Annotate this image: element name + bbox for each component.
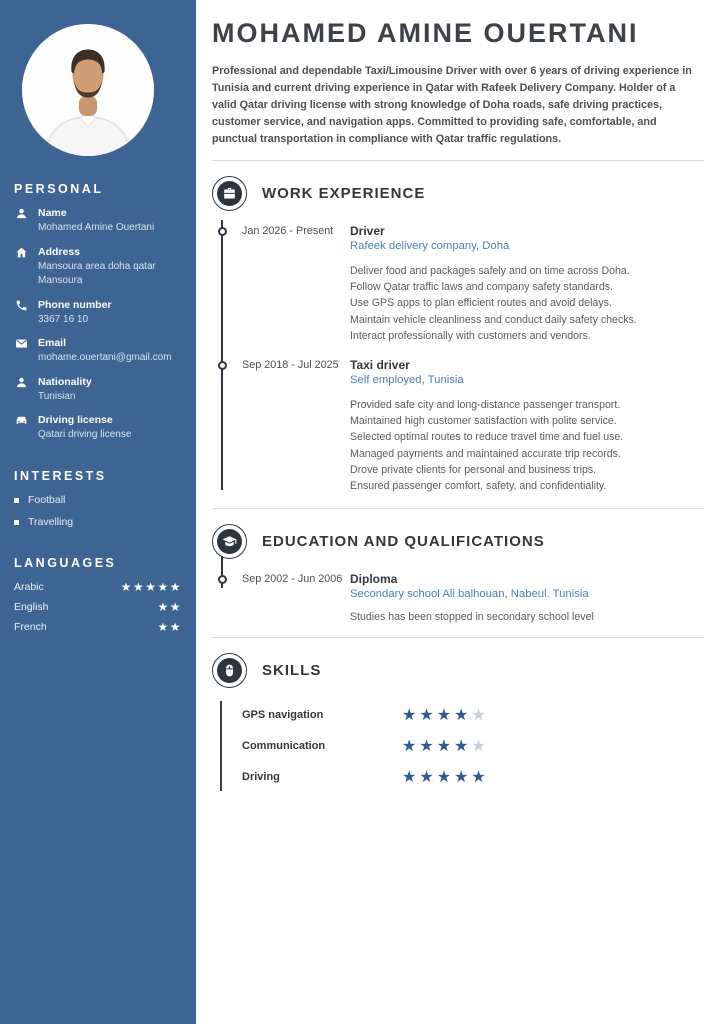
divider — [212, 637, 704, 638]
star-icon: ★ — [402, 769, 420, 787]
personal-items — [0, 206, 196, 443]
personal-item-value: Mansoura area doha qatar — [38, 260, 156, 272]
bullet-line: Provided safe city and long-distance passenger transport. — [350, 399, 621, 412]
timeline-dot-icon — [218, 575, 227, 584]
sidebar-section-languages — [0, 556, 196, 634]
personal-item-text — [38, 206, 154, 236]
timeline-entry — [212, 358, 704, 494]
square-bullet-icon — [14, 520, 19, 525]
personal-item-text — [38, 298, 112, 328]
personal-item — [0, 413, 196, 443]
user-icon — [15, 376, 29, 390]
work-section-title: WORK EXPERIENCE — [262, 185, 426, 202]
language-name: English — [14, 600, 49, 613]
star-icon: ★ — [145, 579, 158, 594]
personal-item-label: Nationality — [38, 375, 92, 388]
work-icon-badge — [212, 176, 247, 211]
briefcase-icon — [217, 181, 242, 206]
interest-label: Football — [28, 493, 66, 506]
work-section-header — [212, 176, 704, 211]
entry-description — [350, 263, 704, 344]
work-timeline — [212, 224, 704, 494]
section-education — [212, 524, 704, 623]
personal-item-text — [38, 375, 92, 405]
personal-item — [0, 245, 196, 289]
personal-item-value: Mansoura — [38, 275, 83, 286]
entry-body — [350, 224, 704, 344]
personal-heading: PERSONAL — [14, 182, 104, 196]
skill-stars — [402, 705, 489, 725]
language-row — [14, 620, 182, 634]
timeline-dot-icon — [218, 227, 227, 236]
entry-dates: Sep 2018 - Jul 2025 — [242, 359, 339, 372]
star-icon: ★ — [436, 707, 455, 725]
user-icon — [15, 207, 29, 221]
profile-summary: Professional and dependable Taxi/Limousine Driver with over 6 years of driving experience in Tunisia and current driving experience in Qatar with Rafeek Delivery Company. Holder of a valid Qatar driving license with strong knowledge of Doha roads, safe driving practices, customer service, and navigation apps. Committed to providing safe, comfortable, and punctual transportation in compliance with Qatar traffic regulations. — [212, 65, 692, 145]
star-icon: ★ — [132, 579, 146, 594]
mail-icon — [15, 337, 29, 351]
bullet-line: Managed payments and maintained accurate trip records. — [350, 447, 621, 460]
language-row — [14, 580, 182, 594]
graduation-cap-icon — [217, 529, 242, 554]
personal-item-value: 3367 16 10 — [38, 313, 89, 325]
interest-item — [14, 493, 182, 508]
skill-stars — [402, 736, 489, 756]
star-icon: ★ — [157, 599, 170, 614]
star-icon: ★ — [454, 707, 472, 725]
language-items — [0, 580, 196, 634]
skill-label: Communication — [242, 740, 326, 753]
personal-item-value: Tunisian — [38, 390, 76, 402]
divider — [212, 160, 704, 161]
entry-role: Driver — [350, 224, 385, 238]
personal-item-value: Mohamed Amine Ouertani — [38, 222, 155, 233]
home-icon — [15, 246, 29, 260]
education-section-header — [212, 524, 704, 559]
language-stars — [121, 580, 182, 594]
personal-item — [0, 336, 196, 366]
bullet-line: Drove private clients for personal and business trips. — [350, 463, 597, 476]
personal-item-label: Name — [38, 207, 67, 219]
bullet-line: Follow Qatar traffic laws and company safety standards. — [350, 281, 614, 294]
star-icon: ★ — [471, 707, 489, 725]
star-icon: ★ — [471, 769, 489, 787]
entry-organization: Secondary school Ali balhouan, Nabeul. Tunisia — [350, 588, 589, 601]
personal-item-label: Phone number — [38, 298, 112, 311]
phone-icon — [15, 299, 29, 313]
sidebar-section-personal — [0, 182, 196, 443]
star-icon: ★ — [436, 738, 455, 756]
bullet-line: Maintain vehicle cleanliness and conduct daily safety checks. — [350, 313, 637, 326]
star-icon: ★ — [169, 619, 182, 634]
sidebar-section-interests — [0, 469, 196, 530]
timeline-entry — [212, 572, 704, 623]
skill-stars — [402, 767, 489, 787]
personal-item — [0, 375, 196, 405]
profile-photo-illustration — [22, 24, 154, 156]
personal-item-value: Qatari driving license — [38, 429, 132, 440]
entry-role: Diploma — [350, 572, 398, 587]
personal-item-label: Driving license — [38, 414, 113, 426]
entry-note: Studies has been stopped in secondary school level — [350, 611, 594, 624]
main-content — [196, 0, 724, 1024]
star-icon: ★ — [436, 769, 455, 787]
section-work-experience — [212, 176, 704, 494]
star-icon: ★ — [169, 599, 182, 614]
section-skills — [212, 653, 704, 791]
star-icon: ★ — [157, 619, 170, 634]
star-icon: ★ — [402, 738, 420, 756]
bullet-line: Maintained high customer satisfaction with polite service. — [350, 415, 617, 428]
star-icon: ★ — [419, 769, 437, 787]
interest-items — [0, 493, 196, 530]
entry-organization: Self employed, Tunisia — [350, 374, 464, 387]
skill-rows — [220, 701, 704, 791]
avatar — [22, 24, 154, 156]
skills-section-title: SKILLS — [262, 662, 322, 680]
education-timeline — [212, 572, 704, 623]
entry-body — [350, 572, 704, 623]
entry-organization: Rafeek delivery company, Doha — [350, 240, 510, 252]
sidebar — [0, 0, 196, 1024]
interest-label: Travelling — [28, 515, 74, 528]
skills-section-header — [212, 653, 704, 688]
star-icon: ★ — [471, 738, 489, 756]
star-icon: ★ — [120, 579, 133, 594]
language-row — [14, 600, 182, 614]
languages-heading: LANGUAGES — [14, 555, 117, 570]
personal-item-text — [38, 336, 172, 366]
personal-item-value: mohame.ouertani@gmail.com — [38, 352, 172, 363]
bullet-line: Use GPS apps to plan efficient routes and avoid delays. — [350, 297, 612, 310]
personal-item — [0, 298, 196, 328]
skill-label: Driving — [242, 771, 280, 784]
bullet-line: Ensured passenger comfort, safety, and confidentiality. — [350, 480, 607, 493]
skill-row — [242, 705, 704, 725]
skill-label: GPS navigation — [242, 709, 324, 722]
language-stars — [157, 600, 182, 614]
divider — [212, 508, 704, 509]
star-icon: ★ — [402, 707, 420, 725]
bullet-line: Interact professionally with customers and vendors. — [350, 329, 591, 342]
entry-role: Taxi driver — [350, 358, 410, 373]
star-icon: ★ — [419, 707, 437, 725]
car-icon — [15, 414, 29, 428]
star-icon: ★ — [454, 769, 472, 787]
bullet-line: Deliver food and packages safely and on time across Doha. — [350, 265, 630, 277]
personal-item — [0, 206, 196, 236]
entry-body — [350, 358, 704, 494]
star-icon: ★ — [454, 738, 472, 756]
personal-item-text — [38, 413, 131, 443]
personal-item-label: Address — [38, 245, 81, 258]
entry-dates: Sep 2002 - Jun 2006 — [242, 573, 343, 586]
entry-dates: Jan 2026 - Present — [242, 225, 334, 237]
personal-item-text — [38, 245, 156, 289]
language-stars — [157, 620, 182, 634]
star-icon: ★ — [157, 579, 170, 594]
bullet-line: Selected optimal routes to reduce travel time and fuel use. — [350, 431, 624, 444]
mouse-icon — [217, 658, 242, 683]
language-name: French — [14, 620, 47, 633]
personal-item-label: Email — [38, 337, 67, 349]
skills-icon-badge — [212, 653, 247, 688]
star-icon: ★ — [169, 579, 182, 594]
education-section-title: EDUCATION AND QUALIFICATIONS — [262, 533, 545, 551]
interests-heading: INTERESTS — [14, 468, 107, 483]
interest-item — [14, 515, 182, 530]
entry-description — [350, 397, 704, 494]
education-icon-badge — [212, 524, 247, 559]
page-title: MOHAMED AMINE OUERTANI — [212, 18, 639, 48]
square-bullet-icon — [14, 498, 19, 503]
star-icon: ★ — [419, 738, 437, 756]
skill-row — [242, 767, 704, 787]
skill-row — [242, 736, 704, 756]
timeline-entry — [212, 224, 704, 344]
timeline-dot-icon — [218, 361, 227, 370]
language-name: Arabic — [14, 580, 44, 593]
